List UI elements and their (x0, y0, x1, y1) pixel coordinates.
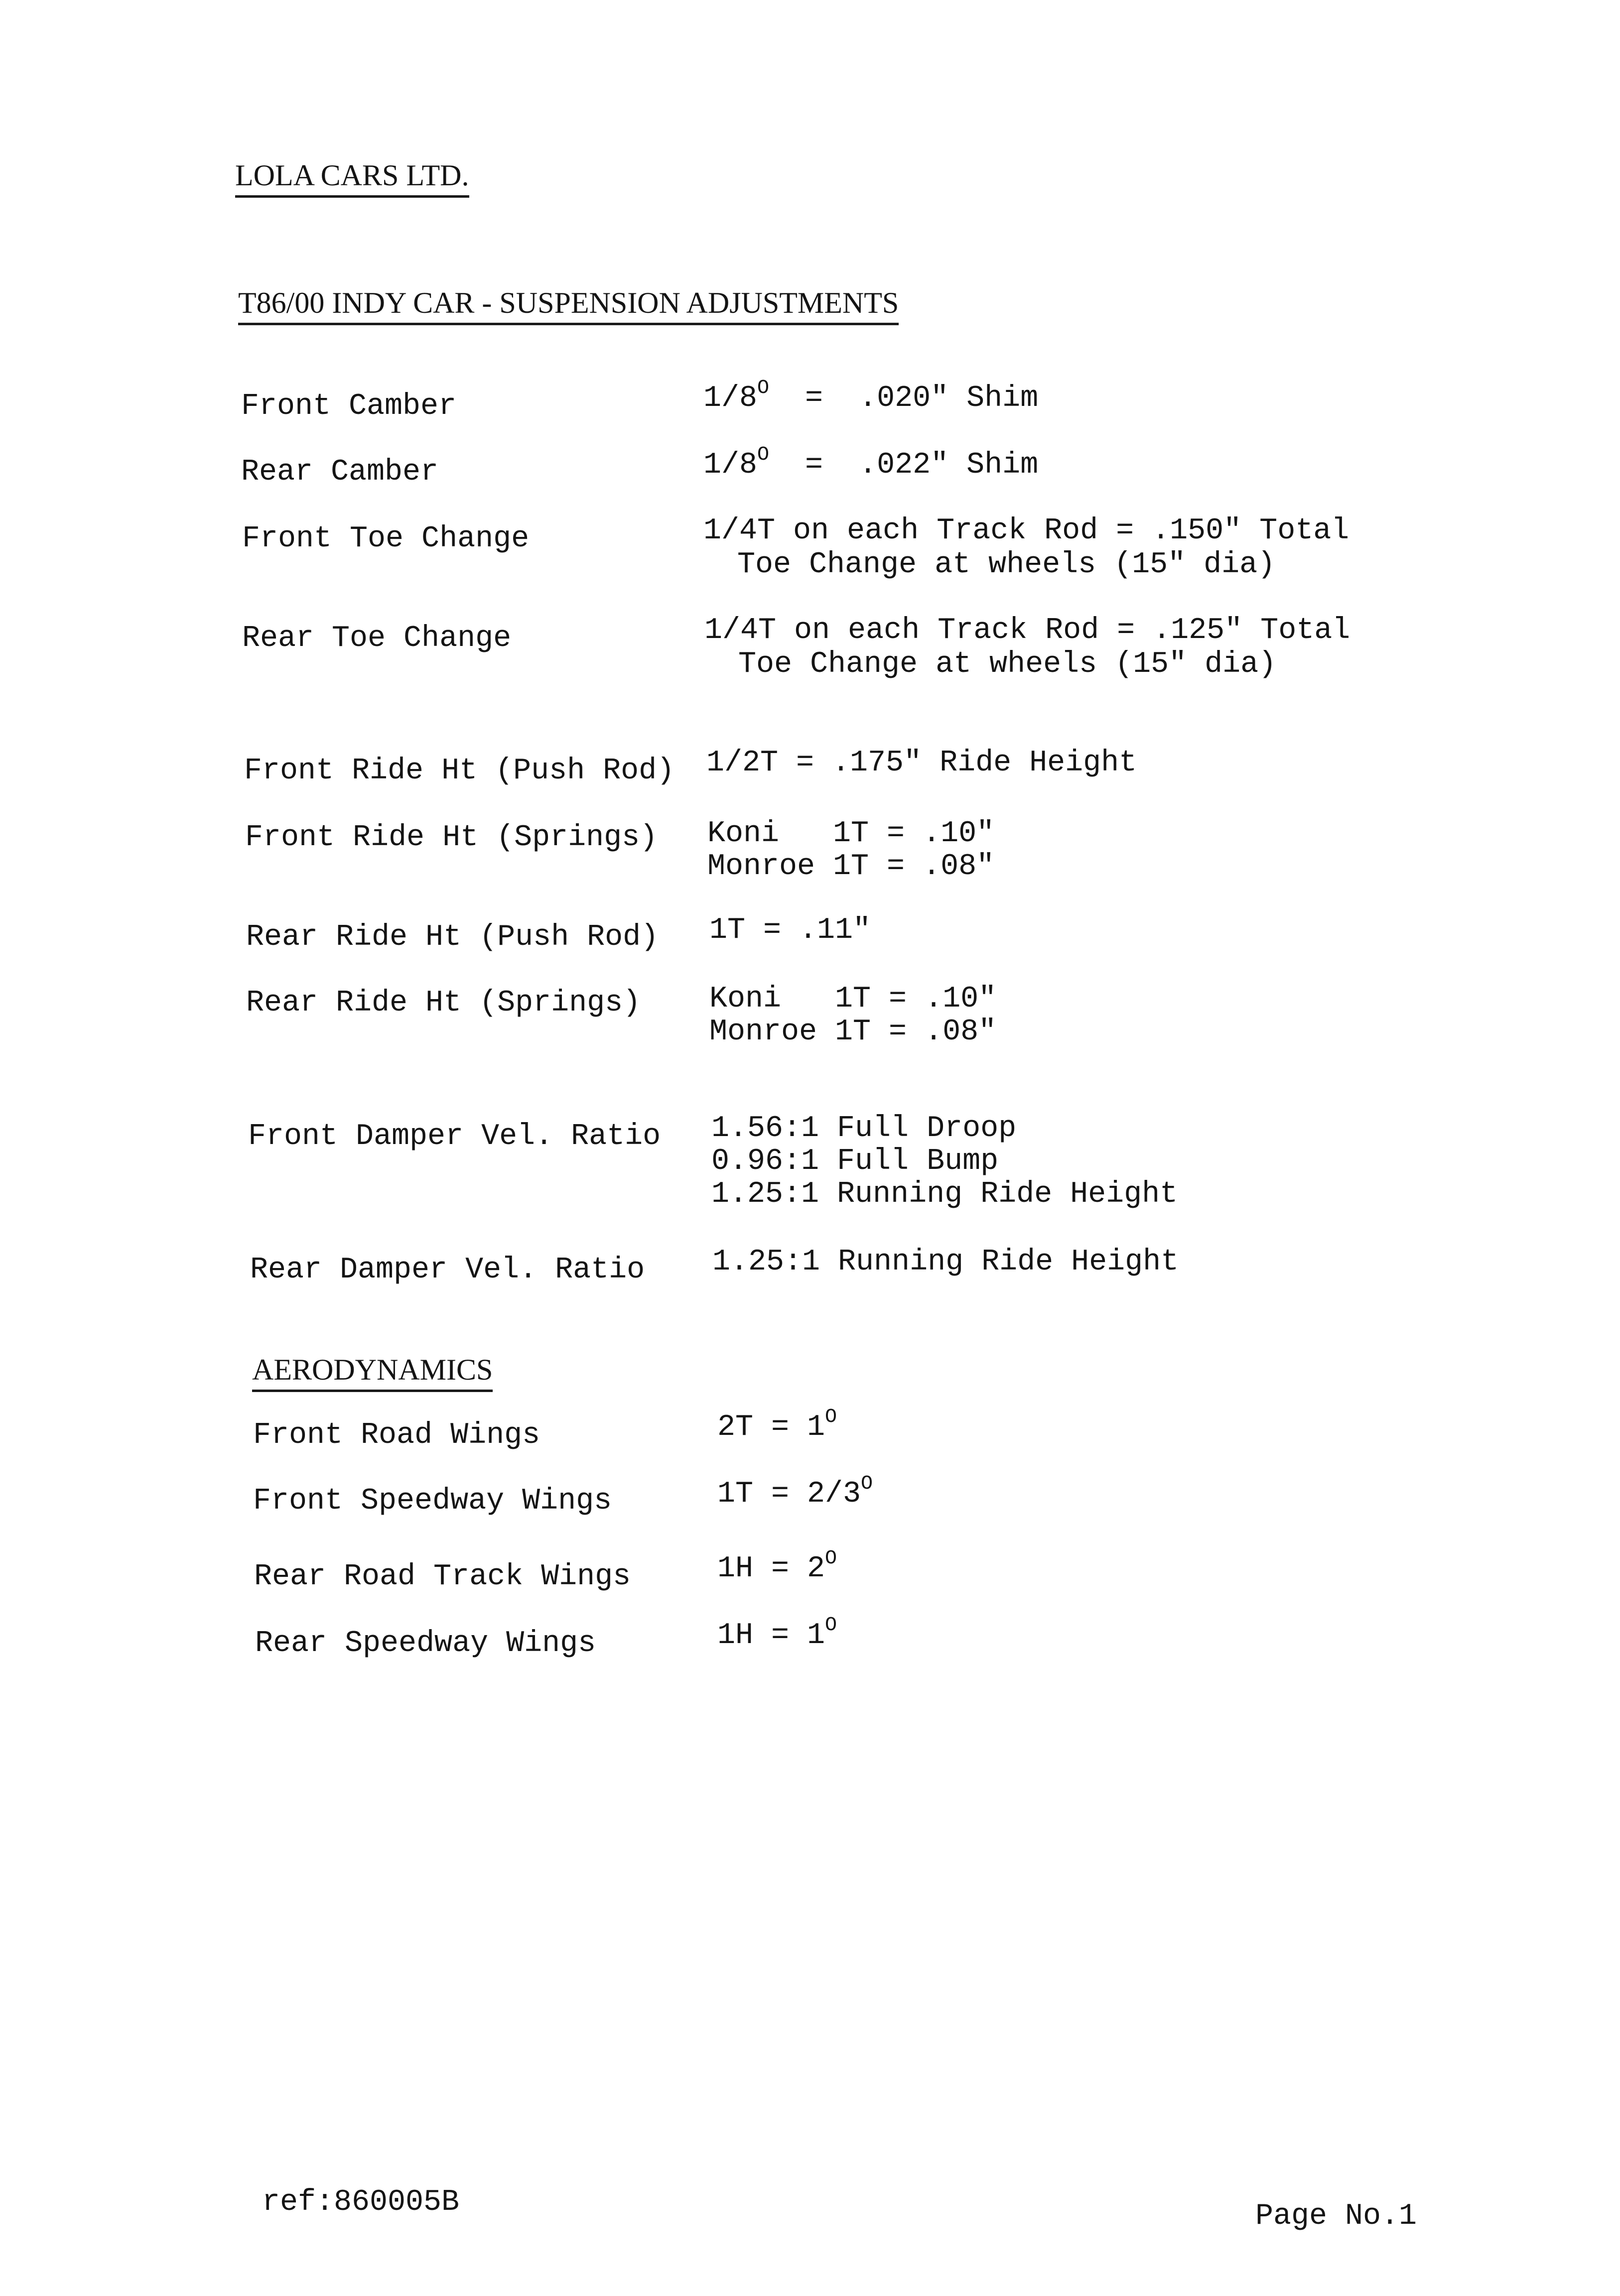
label-rear-ride-ht-push-rod: Rear Ride Ht (Push Rod) (246, 920, 659, 954)
company-name: LOLA CARS LTD. (235, 158, 469, 198)
label-rear-speedway-wings: Rear Speedway Wings (255, 1627, 596, 1660)
label-front-camber: Front Camber (241, 389, 457, 423)
value-front-ride-ht-springs: Koni 1T = .10" (707, 817, 995, 851)
page-number: Page No.1 (1255, 2199, 1417, 2233)
aerodynamics-heading: AERODYNAMICS (252, 1353, 493, 1392)
value-front-damper-droop: 1.56:1 Full Droop (711, 1112, 1017, 1146)
value-front-toe-change-line2: Toe Change at wheels (15" dia) (737, 548, 1276, 582)
label-front-toe-change: Front Toe Change (242, 522, 530, 556)
value-front-camber: $1/8^O = .020$" Shim (703, 377, 1039, 415)
value-rear-toe-change: 1/4T on each Track Rod = .125" Total (704, 614, 1350, 647)
value-rear-ride-ht-push-rod: 1T = .11" (709, 913, 871, 947)
value-rear-damper-running: 1.25:1 Running Ride Height (712, 1245, 1179, 1279)
value-front-damper-bump: 0.96:1 Full Bump (711, 1145, 999, 1178)
reference-number: ref:860005B (262, 2185, 460, 2219)
label-rear-ride-ht-springs: Rear Ride Ht (Springs) (246, 986, 641, 1020)
value-front-toe-change: 1/4T on each Track Rod = .150" Total (703, 514, 1350, 548)
document-title: T86/00 INDY CAR - SUSPENSION ADJUSTMENTS (238, 286, 899, 325)
value-rear-road-track-wings: $1H = 2^O$ (717, 1547, 837, 1586)
value-front-speedway-wings: $1T = 2/3^O$ (717, 1473, 873, 1511)
value-rear-camber: $1/8^O = .022$" Shim (703, 444, 1039, 482)
label-front-ride-ht-springs: Front Ride Ht (Springs) (245, 821, 658, 855)
label-rear-camber: Rear Camber (241, 455, 439, 489)
label-front-road-wings: Front Road Wings (253, 1418, 540, 1452)
label-rear-road-track-wings: Rear Road Track Wings (254, 1560, 631, 1594)
value-front-road-wings: $2T = 1^O$ (717, 1406, 837, 1444)
value-rear-speedway-wings: $1H = 1^O$ (717, 1614, 837, 1653)
value-front-ride-ht-push-rod: 1/2T = .175" Ride Height (706, 746, 1137, 780)
label-front-speedway-wings: Front Speedway Wings (253, 1484, 612, 1518)
label-rear-toe-change: Rear Toe Change (242, 622, 512, 655)
value-rear-toe-change-line2: Toe Change at wheels (15" dia) (738, 647, 1277, 681)
value-front-damper-running: 1.25:1 Running Ride Height (711, 1177, 1178, 1211)
label-rear-damper-vel-ratio: Rear Damper Vel. Ratio (250, 1253, 645, 1287)
value-rear-ride-ht-springs: Koni 1T = .10" (709, 982, 997, 1016)
label-front-damper-vel-ratio: Front Damper Vel. Ratio (248, 1120, 661, 1153)
value-rear-ride-ht-springs-line2: Monroe 1T = .08" (709, 1015, 997, 1049)
label-front-ride-ht-push-rod: Front Ride Ht (Push Rod) (244, 754, 675, 788)
value-front-ride-ht-springs-line2: Monroe 1T = .08" (707, 850, 995, 884)
